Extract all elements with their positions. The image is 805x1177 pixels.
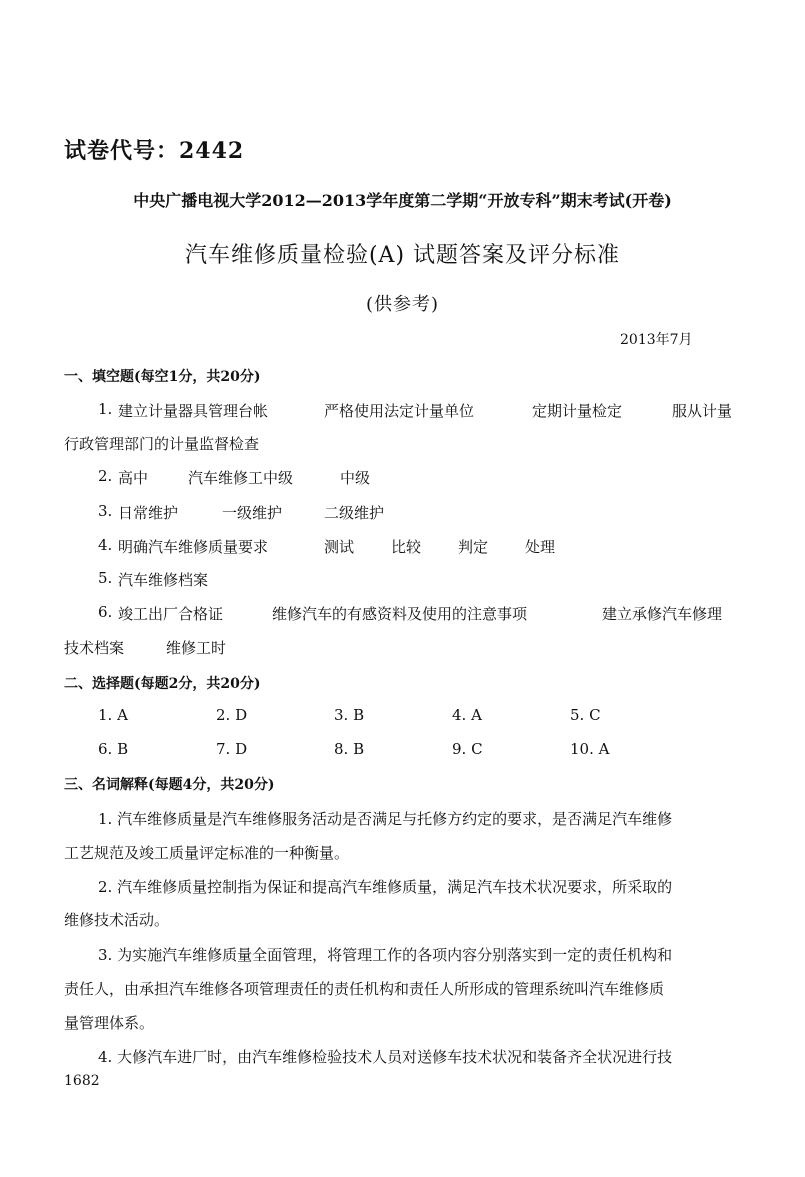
paragraph-line: 3. 为实施汽车维修质量全面管理，将管理工作的各项内容分别落实到一定的责任机构和 xyxy=(98,946,673,964)
q2-num: 2. xyxy=(98,467,113,485)
choice-answer: 10. A xyxy=(570,740,610,758)
q4-blank-b: 测试 xyxy=(324,538,355,556)
exam-date: 2013年7月 xyxy=(620,332,693,348)
paragraph-line: 工艺规范及竣工质量评定标准的一种衡量。 xyxy=(64,844,350,862)
paper-code: 试卷代号：2442 xyxy=(64,138,245,164)
q2-blank-b: 汽车维修工中级 xyxy=(188,469,294,487)
q3-blank-a: 日常维护 xyxy=(118,504,179,522)
choice-answer: 5. C xyxy=(570,706,601,724)
q6-continuation-b: 维修工时 xyxy=(166,639,227,657)
q4-num: 4. xyxy=(98,536,113,554)
q1-blank-a: 建立计量器具管理台帐 xyxy=(118,402,269,420)
q5-blank-a: 汽车维修档案 xyxy=(118,571,209,589)
q2-blank-c: 中级 xyxy=(340,469,371,487)
subject-title: 汽车维修质量检验(A) 试题答案及评分标准 xyxy=(184,243,621,268)
paragraph-line: 量管理体系。 xyxy=(64,1014,155,1032)
q6-continuation-a: 技术档案 xyxy=(64,639,125,657)
q2-blank-a: 高中 xyxy=(118,469,149,487)
paragraph-line: 2. 汽车维修质量控制指为保证和提高汽车维修质量，满足汽车技术状况要求，所采取的 xyxy=(98,878,673,896)
exam-title: 中央广播电视大学2012—2013学年度第二学期“开放专科”期末考试(开卷) xyxy=(133,191,672,210)
page-number: 1682 xyxy=(64,1073,100,1089)
q1-continuation: 行政管理部门的计量监督检查 xyxy=(64,435,260,453)
choice-answer: 6. B xyxy=(98,740,129,758)
paragraph-line: 维修技术活动。 xyxy=(64,911,170,929)
paragraph-line: 4. 大修汽车进厂时，由汽车维修检验技术人员对送修车技术状况和装备齐全状况进行技 xyxy=(98,1048,673,1066)
section-2-title: 二、选择题(每题2分，共20分) xyxy=(64,676,261,692)
q3-num: 3. xyxy=(98,502,113,520)
q6-num: 6. xyxy=(98,603,113,621)
q6-blank-b: 维修汽车的有感资料及使用的注意事项 xyxy=(272,605,528,623)
q4-blank-a: 明确汽车维修质量要求 xyxy=(118,538,269,556)
section-1-title: 一、填空题(每空1分，共20分) xyxy=(64,369,261,385)
q5-num: 5. xyxy=(98,569,113,587)
choice-answer: 2. D xyxy=(216,706,248,724)
q3-blank-c: 二级维护 xyxy=(324,504,385,522)
q4-blank-d: 判定 xyxy=(458,538,489,556)
q4-blank-c: 比较 xyxy=(391,538,422,556)
reference-note: (供参考) xyxy=(365,294,440,315)
q4-blank-e: 处理 xyxy=(525,538,556,556)
choice-answer: 7. D xyxy=(216,740,248,758)
choice-answer: 1. A xyxy=(98,706,128,724)
paragraph-line: 1. 汽车维修质量是汽车维修服务活动是否满足与托修方约定的要求，是否满足汽车维修 xyxy=(98,810,673,828)
q6-blank-a: 竣工出厂合格证 xyxy=(118,605,224,623)
choice-answer: 4. A xyxy=(452,706,482,724)
q1-blank-b: 严格使用法定计量单位 xyxy=(324,402,475,420)
q3-blank-b: 一级维护 xyxy=(222,504,283,522)
paragraph-line: 责任人，由承担汽车维修各项管理责任的责任机构和责任人所形成的管理系统叫汽车维修质 xyxy=(64,980,665,998)
q1-blank-d: 服从计量 xyxy=(672,402,733,420)
q1-blank-c: 定期计量检定 xyxy=(532,402,623,420)
choice-answer: 3. B xyxy=(334,706,365,724)
q6-blank-c: 建立承修汽车修理 xyxy=(602,605,723,623)
section-3-title: 三、名词解释(每题4分，共20分) xyxy=(64,777,275,793)
q1-num: 1. xyxy=(98,400,113,418)
choice-answer: 9. C xyxy=(452,740,483,758)
choice-answer: 8. B xyxy=(334,740,365,758)
